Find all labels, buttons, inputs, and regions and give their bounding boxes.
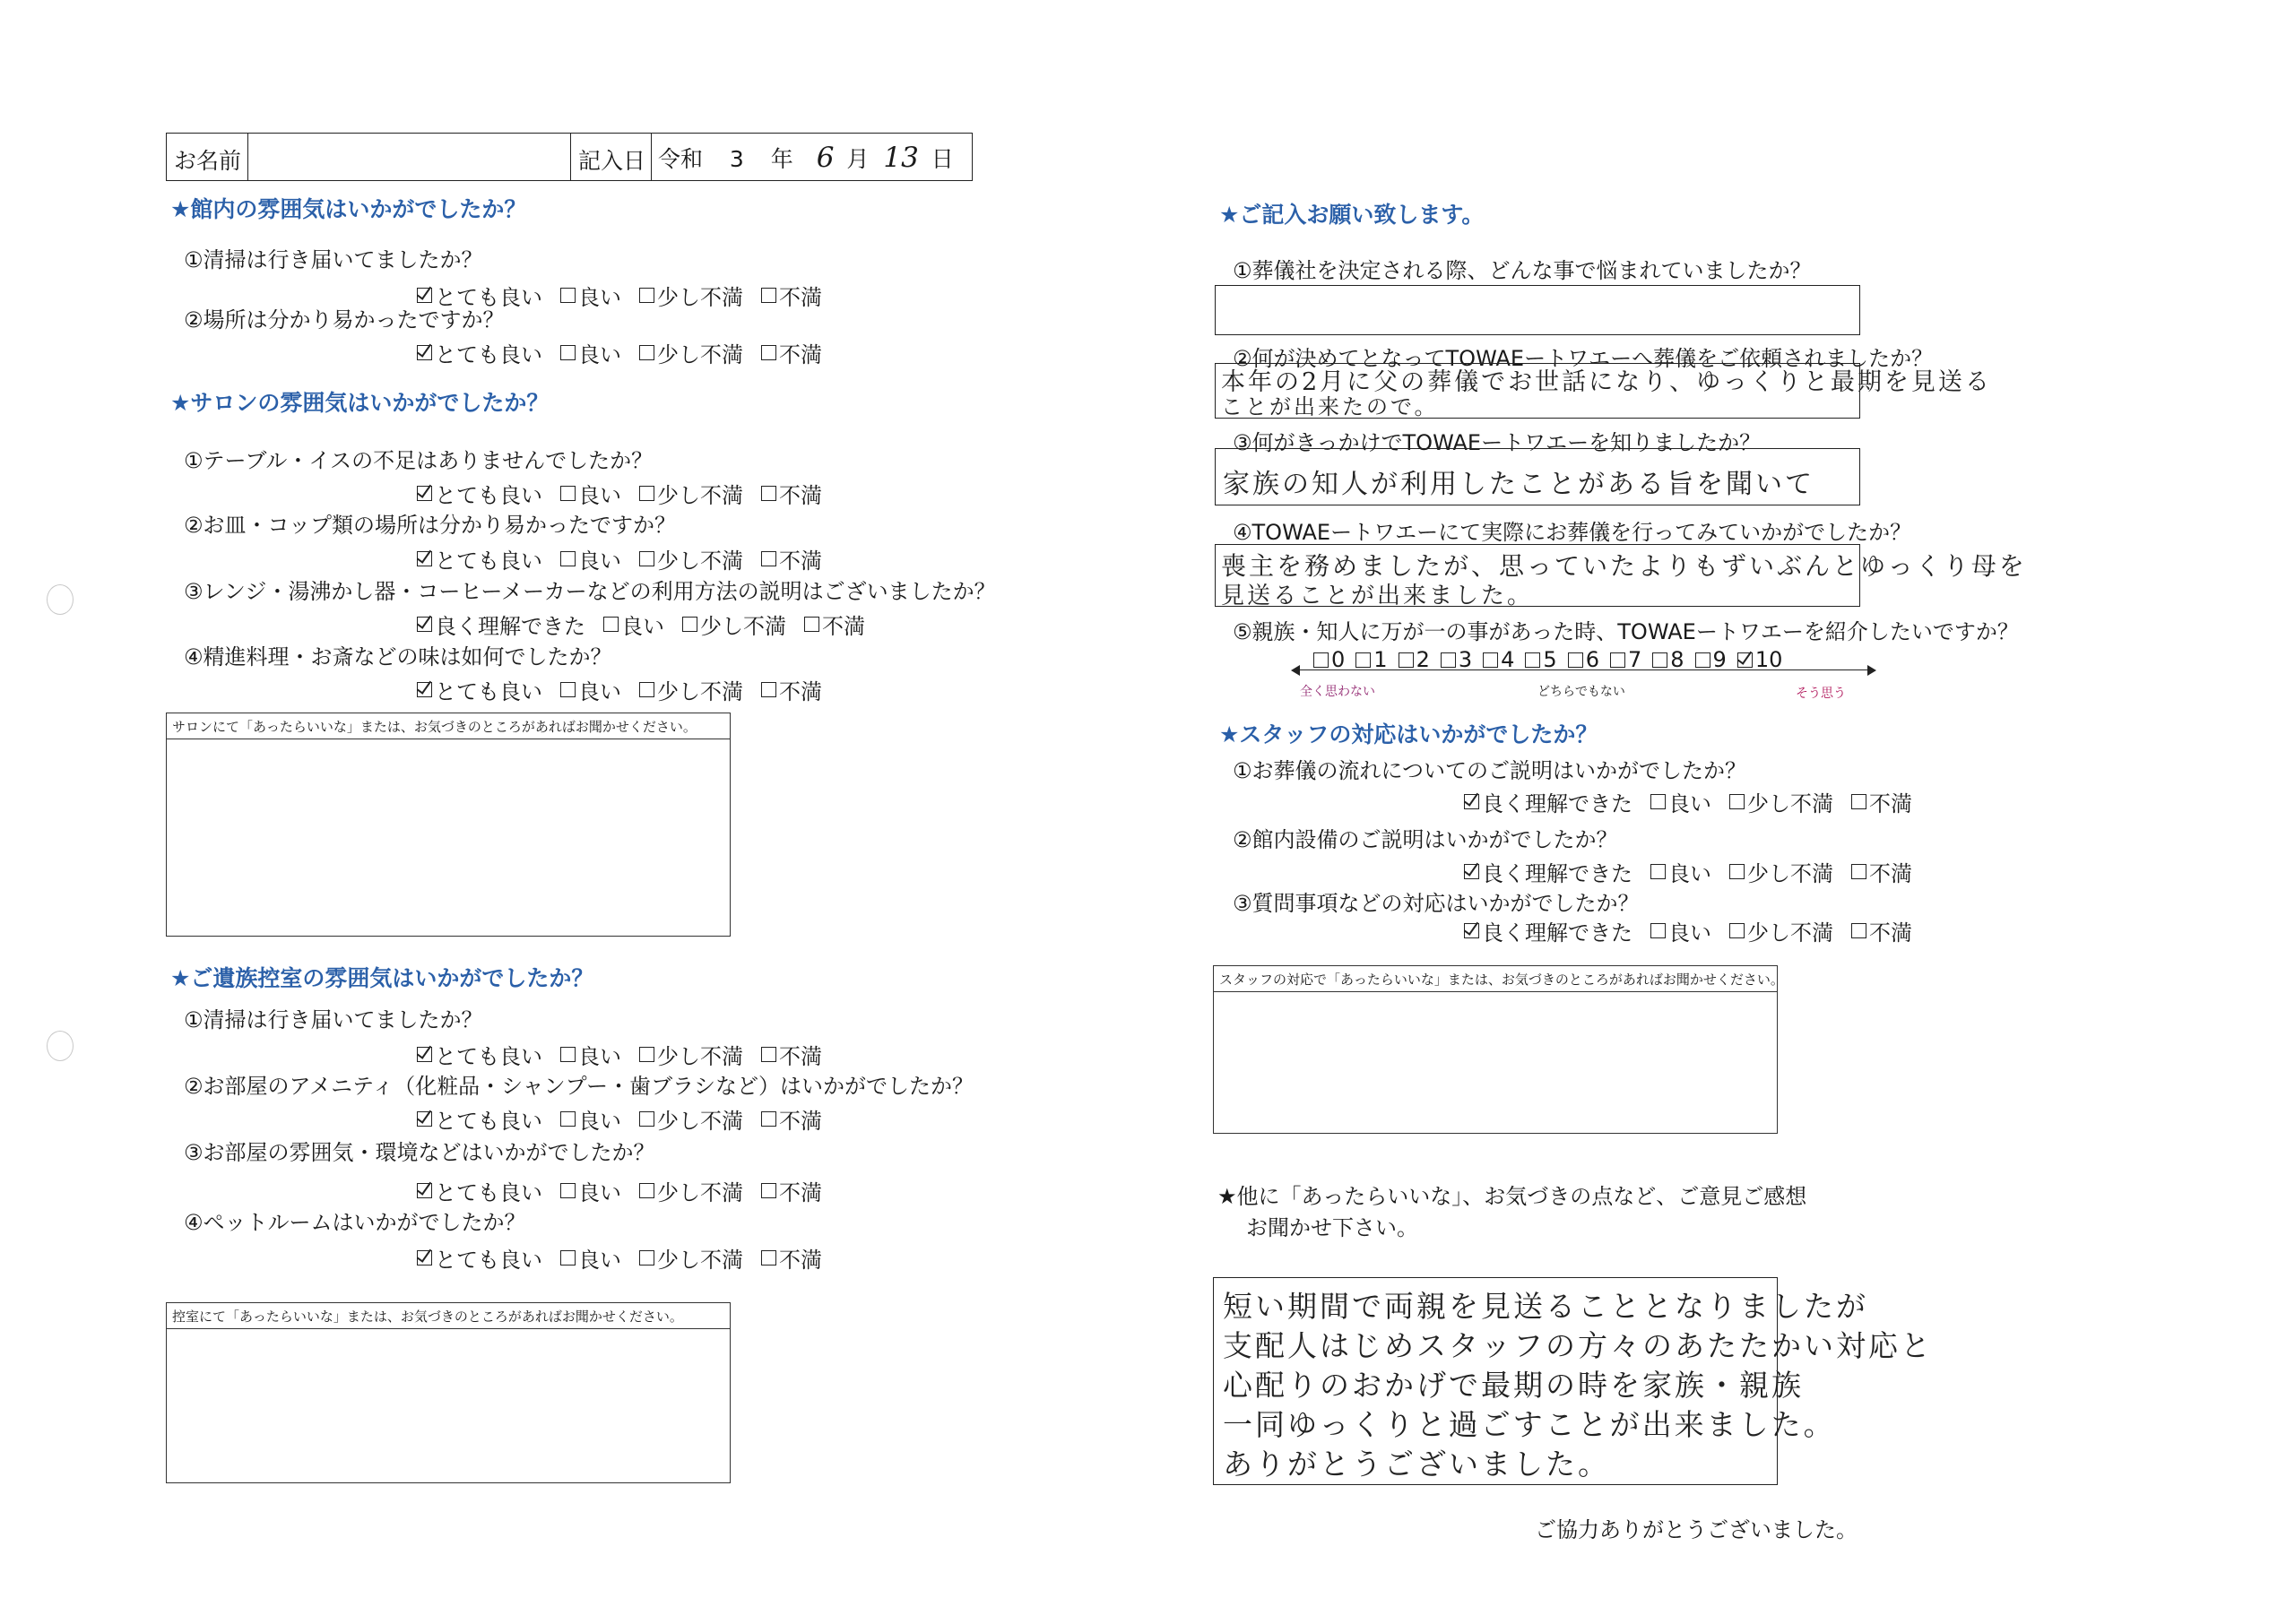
question-food: ④精進料理・お斎などの味は如何でしたか？ bbox=[184, 644, 612, 669]
scale-arrow-right-head bbox=[1867, 665, 1876, 676]
option-good[interactable]: 良い bbox=[603, 609, 664, 640]
options-facility-explanation bbox=[1464, 856, 1912, 887]
option-understood-well[interactable]: 良く理解できた bbox=[1464, 856, 1632, 887]
question-how-known: ③何がきっかけでTOWAEートワエーを知りましたか？ bbox=[1233, 430, 1762, 455]
scale-option-2[interactable]: 2 bbox=[1399, 647, 1430, 672]
option-slightly-unsatisfied[interactable]: 少し不満 bbox=[639, 478, 743, 509]
options-hall-location bbox=[417, 337, 822, 368]
question-room-atmosphere: ③お部屋の雰囲気・環境などはいかがでしたか？ bbox=[184, 1140, 655, 1165]
comment-line-4: 一同ゆっくりと過ごすことが出来ました。 bbox=[1223, 1407, 1836, 1442]
options-room-amenities bbox=[417, 1103, 822, 1135]
question-facility-explanation: ②館内設備のご説明はいかがでしたか？ bbox=[1233, 827, 1618, 852]
scale-option-1[interactable]: 1 bbox=[1355, 647, 1387, 672]
option-good[interactable]: 良い bbox=[560, 1103, 621, 1135]
option-unsatisfied[interactable]: 不満 bbox=[804, 609, 865, 640]
option-very-good[interactable]: とても良い bbox=[417, 543, 542, 574]
answer-experience-line2: 見送ることが出来ました。 bbox=[1221, 583, 1534, 609]
scale-option-5[interactable]: 5 bbox=[1525, 647, 1556, 672]
options-salon-tables bbox=[417, 478, 822, 509]
answer-box-worries[interactable] bbox=[1215, 285, 1860, 335]
option-very-good[interactable]: とても良い bbox=[417, 280, 542, 311]
option-good[interactable]: 良い bbox=[560, 478, 621, 509]
option-good[interactable]: 良い bbox=[560, 337, 621, 368]
option-slightly-unsatisfied[interactable]: 少し不満 bbox=[639, 1175, 743, 1206]
staff-comment-box[interactable] bbox=[1213, 965, 1784, 1134]
other-comments-title-line1: ★他に「あったらいいな」、お気づきの点など、ご意見ご感想 bbox=[1217, 1184, 1807, 1209]
era: 令和 bbox=[658, 146, 704, 172]
question-flow-explanation: ①お葬儀の流れについてのご説明はいかがでしたか？ bbox=[1233, 758, 1747, 783]
option-good[interactable]: 良い bbox=[560, 1242, 621, 1274]
option-unsatisfied[interactable]: 不満 bbox=[761, 1242, 822, 1274]
option-unsatisfied[interactable]: 不満 bbox=[761, 1039, 822, 1070]
answer-experience-line1: 喪主を務めましたが、思っていたよりもずいぶんとゆっくり母を bbox=[1221, 551, 2027, 581]
question-dishes: ②お皿・コップ類の場所は分かり易かったですか？ bbox=[184, 513, 677, 538]
option-unsatisfied[interactable]: 不満 bbox=[761, 543, 822, 574]
options-room-cleaning bbox=[417, 1039, 822, 1070]
question-worries: ①葬儀社を決定される際、どんな事で悩まれていましたか？ bbox=[1233, 258, 1812, 283]
other-comments-box[interactable] bbox=[1213, 1277, 1933, 1485]
option-understood-well[interactable]: 良く理解できた bbox=[1464, 915, 1632, 946]
option-good[interactable]: 良い bbox=[1650, 786, 1711, 817]
option-understood-well[interactable]: 良く理解できた bbox=[1464, 786, 1632, 817]
options-flow-explanation bbox=[1464, 786, 1912, 817]
question-cleaning: ①清掃は行き届いてましたか？ bbox=[184, 247, 483, 272]
question-tables: ①テーブル・イスの不足はありませんでしたか？ bbox=[184, 448, 654, 473]
month-value: 6 bbox=[816, 142, 835, 174]
option-good[interactable]: 良い bbox=[560, 280, 621, 311]
year-value: 3 bbox=[729, 146, 744, 172]
answer-box-how-known[interactable] bbox=[1215, 448, 1860, 505]
room-comment-box[interactable] bbox=[166, 1302, 731, 1483]
section-title-staff: ★スタッフの対応はいかがでしたか？ bbox=[1219, 721, 1598, 747]
scale-label-high: そう思う bbox=[1796, 687, 1846, 701]
options-salon-dishes bbox=[417, 543, 822, 574]
option-good[interactable]: 良い bbox=[560, 1175, 621, 1206]
option-slightly-unsatisfied[interactable]: 少し不満 bbox=[639, 674, 743, 705]
section-title-family-room: ★ご遺族控室の雰囲気はいかがでしたか？ bbox=[170, 965, 594, 991]
option-unsatisfied[interactable]: 不満 bbox=[761, 1103, 822, 1135]
options-room-atmosphere bbox=[417, 1175, 822, 1206]
room-comment-caption: 控室にて「あったらいいな」または、お気づきのところがあればお聞かせください。 bbox=[172, 1309, 683, 1325]
closing-message: ご協力ありがとうございました。 bbox=[1535, 1517, 1858, 1542]
option-very-good[interactable]: とても良い bbox=[417, 674, 542, 705]
scale-option-7[interactable]: 7 bbox=[1610, 647, 1641, 672]
option-slightly-unsatisfied[interactable]: 少し不満 bbox=[639, 1103, 743, 1135]
scale-option-10[interactable]: 10 bbox=[1737, 647, 1783, 672]
option-unsatisfied[interactable]: 不満 bbox=[761, 280, 822, 311]
option-good[interactable]: 良い bbox=[560, 543, 621, 574]
question-appliances: ③レンジ・湯沸かし器・コーヒーメーカーなどの利用方法の説明はございましたか？ bbox=[184, 579, 996, 604]
answer-deciding-factor-line2: ことが出来たので。 bbox=[1221, 394, 1439, 419]
option-very-good[interactable]: とても良い bbox=[417, 478, 542, 509]
comment-line-3: 心配りのおかげで最期の時を家族・親族 bbox=[1223, 1368, 1804, 1403]
option-unsatisfied[interactable]: 不満 bbox=[1851, 786, 1912, 817]
question-pet-room: ④ペットルームはいかがでしたか？ bbox=[184, 1210, 526, 1235]
binder-hole-bottom bbox=[47, 1031, 74, 1061]
question-experience: ④TOWAEートワエーにて実際にお葬儀を行ってみていかがでしたか？ bbox=[1233, 520, 1912, 545]
answer-deciding-factor-line1: 本年の2月に父の葬儀でお世話になり、ゆっくりと最期を見送る bbox=[1221, 368, 1992, 396]
name-label: お名前 bbox=[174, 148, 242, 174]
comment-line-2: 支配人はじめスタッフの方々のあたたかい対応と bbox=[1223, 1328, 1933, 1363]
answer-box-experience[interactable] bbox=[1215, 544, 2027, 609]
option-unsatisfied[interactable]: 不満 bbox=[761, 478, 822, 509]
scale-option-9[interactable]: 9 bbox=[1695, 647, 1727, 672]
option-good[interactable]: 良い bbox=[1650, 856, 1711, 887]
option-unsatisfied[interactable]: 不満 bbox=[1851, 915, 1912, 946]
option-slightly-unsatisfied[interactable]: 少し不満 bbox=[639, 1039, 743, 1070]
salon-comment-box[interactable] bbox=[166, 713, 731, 937]
option-very-good[interactable]: とても良い bbox=[417, 1103, 542, 1135]
scale-option-0[interactable]: 0 bbox=[1313, 647, 1345, 672]
option-slightly-unsatisfied[interactable]: 少し不満 bbox=[639, 280, 743, 311]
option-unsatisfied[interactable]: 不満 bbox=[761, 337, 822, 368]
option-unsatisfied[interactable]: 不満 bbox=[1851, 856, 1912, 887]
binder-hole-top bbox=[47, 584, 74, 615]
option-slightly-unsatisfied[interactable]: 少し不満 bbox=[1729, 786, 1833, 817]
question-inquiry-response: ③質問事項などの対応はいかがでしたか？ bbox=[1233, 891, 1640, 916]
option-slightly-unsatisfied[interactable]: 少し不満 bbox=[682, 609, 786, 640]
other-comments-title-line2: お聞かせ下さい。 bbox=[1246, 1215, 1418, 1240]
option-very-good[interactable]: とても良い bbox=[417, 1175, 542, 1206]
option-very-good[interactable]: とても良い bbox=[417, 1039, 542, 1070]
name-field[interactable] bbox=[249, 135, 568, 178]
option-unsatisfied[interactable]: 不満 bbox=[761, 674, 822, 705]
header-table bbox=[166, 133, 973, 181]
scale-option-4[interactable]: 4 bbox=[1483, 647, 1514, 672]
option-slightly-unsatisfied[interactable]: 少し不満 bbox=[639, 543, 743, 574]
recommend-scale bbox=[1313, 647, 1782, 672]
staff-comment-caption: スタッフの対応で「あったらいいな」または、お気づきのところがあればお聞かせください。 bbox=[1219, 972, 1784, 988]
scale-label-mid: どちらでもない bbox=[1537, 685, 1625, 699]
scale-arrow-left-head bbox=[1291, 665, 1300, 676]
scale-option-3[interactable]: 3 bbox=[1441, 647, 1472, 672]
option-unsatisfied[interactable]: 不満 bbox=[761, 1175, 822, 1206]
question-location: ②場所は分かり易かったですか？ bbox=[184, 307, 505, 333]
answer-how-known: 家族の知人が利用したことがある旨を聞いて bbox=[1223, 469, 1814, 500]
option-slightly-unsatisfied[interactable]: 少し不満 bbox=[639, 1242, 743, 1274]
option-good[interactable]: 良い bbox=[560, 674, 621, 705]
section-title-salon: ★サロンの雰囲気はいかがでしたか？ bbox=[170, 390, 550, 416]
answer-box-deciding-factor[interactable] bbox=[1215, 363, 1992, 419]
question-deciding-factor: ②何が決めてとなってTOWAEートワエーへ葬儀をご依頼されましたか？ bbox=[1233, 346, 1934, 371]
option-slightly-unsatisfied[interactable]: 少し不満 bbox=[1729, 915, 1833, 946]
scale-option-6[interactable]: 6 bbox=[1568, 647, 1599, 672]
date-label: 記入日 bbox=[578, 148, 646, 174]
question-amenities: ②お部屋のアメニティ（化粧品・シャンプー・歯ブラシなど）はいかがでしたか？ bbox=[184, 1074, 974, 1099]
option-very-good[interactable]: とても良い bbox=[417, 1242, 542, 1274]
options-inquiry-response bbox=[1464, 915, 1912, 946]
options-pet-room bbox=[417, 1242, 822, 1274]
option-slightly-unsatisfied[interactable]: 少し不満 bbox=[1729, 856, 1833, 887]
salon-comment-caption: サロンにて「あったらいいな」または、お気づきのところがあればお聞かせください。 bbox=[172, 719, 697, 735]
section-title-hall: ★館内の雰囲気はいかがでしたか？ bbox=[170, 196, 527, 222]
question-room-cleaning: ①清掃は行き届いてましたか？ bbox=[184, 1007, 483, 1032]
option-good[interactable]: 良い bbox=[560, 1039, 621, 1070]
scale-label-low: 全く思わない bbox=[1300, 685, 1375, 699]
option-slightly-unsatisfied[interactable]: 少し不満 bbox=[639, 337, 743, 368]
date-field[interactable]: 令和 3 年 6 月 13 日 bbox=[658, 142, 954, 174]
comment-line-1: 短い期間で両親を見送ることとなりましたが bbox=[1223, 1289, 1868, 1324]
section-title-please-fill: ★ご記入お願い致します。 bbox=[1219, 202, 1485, 228]
options-salon-food bbox=[417, 674, 822, 705]
comment-line-5: ありがとうございました。 bbox=[1223, 1447, 1610, 1481]
day-value: 13 bbox=[883, 142, 919, 174]
option-very-good[interactable]: とても良い bbox=[417, 337, 542, 368]
option-good[interactable]: 良い bbox=[1650, 915, 1711, 946]
options-salon-appliances bbox=[417, 609, 865, 640]
scale-option-8[interactable]: 8 bbox=[1652, 647, 1684, 672]
option-understood-well[interactable]: 良く理解できた bbox=[417, 609, 585, 640]
question-recommend: ⑤親族・知人に万が一の事があった時、TOWAEートワエーを紹介したいですか？ bbox=[1233, 619, 2019, 644]
